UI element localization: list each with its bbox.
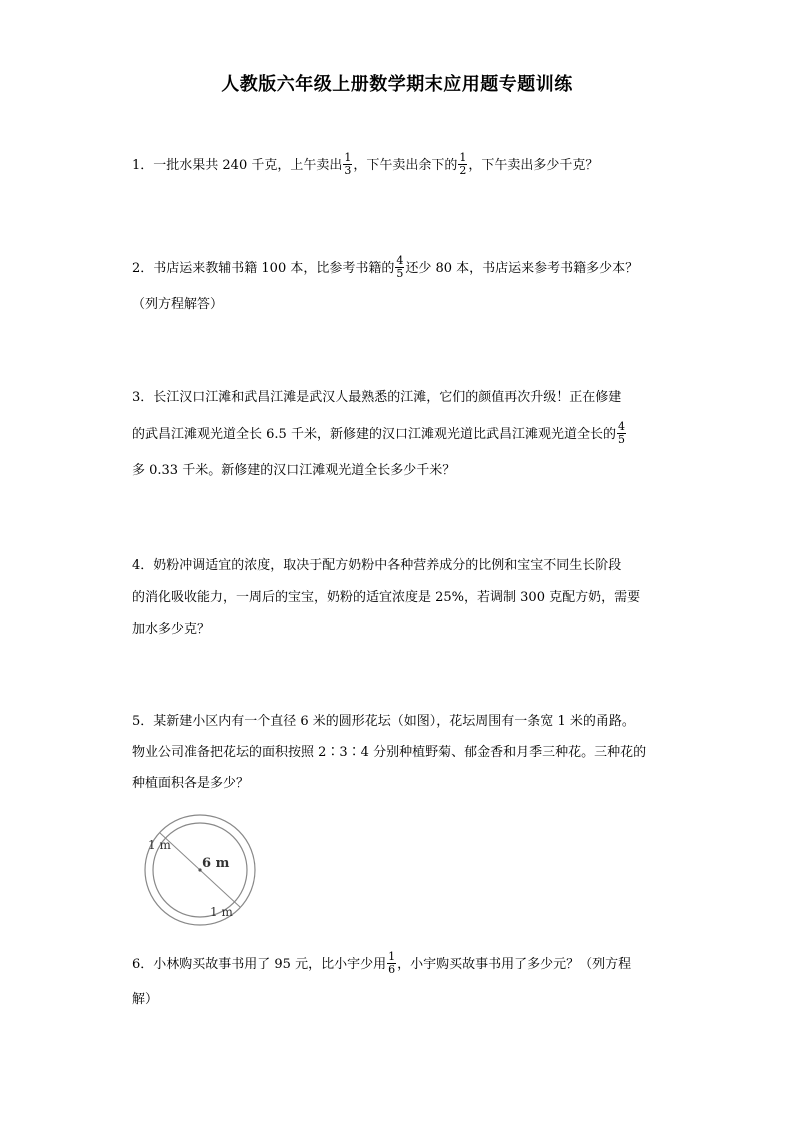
page-title: 人教版六年级上册数学期末应用题专题训练 — [221, 74, 573, 95]
question-2-line-2: （列方程解答） — [132, 297, 224, 312]
flowerbed-diagram — [140, 813, 260, 927]
q1-text-c: ，下午卖出多少千克？ — [468, 158, 599, 173]
label-path-width-bottom: 1 m — [210, 905, 233, 919]
q6-fraction-1: $\frac{1}{6}$ — [388, 950, 396, 976]
q1-text-a: 1．一批水果共 240 千克，上午卖出 — [132, 158, 343, 173]
question-6-line-2: 解） — [132, 992, 159, 1007]
question-4-line-2: 的消化吸收能力，一周后的宝宝，奶粉的适宜浓度是 25%，若调制 300 克配方奶，需要 — [132, 590, 641, 605]
question-5-line-3: 种植面积各是多少？ — [132, 776, 250, 791]
question-4-line-1: 4．奶粉冲调适宜的浓度，取决于配方奶粉中各种营养成分的比例和宝宝不同生长阶段 — [132, 558, 622, 573]
q1-text-b: ，下午卖出余下的 — [353, 158, 458, 173]
question-6-line-1 — [132, 952, 631, 978]
label-diameter: 6 m — [202, 856, 230, 871]
label-path-width-top: 1 m — [148, 838, 171, 852]
q6-text-a: 6．小林购买故事书用了 95 元，比小宇少用 — [132, 957, 387, 972]
question-4-line-3: 加水多少克？ — [132, 622, 211, 637]
question-3-line-1: 3．长江汉口江滩和武昌江滩是武汉人最熟悉的江滩，它们的颜值再次升级！正在修建 — [132, 390, 622, 405]
question-3-line-3: 多 0.33 千米。新修建的汉口江滩观光道全长多少千米？ — [132, 463, 456, 478]
q3-fraction-1: $\frac{4}{5}$ — [617, 420, 625, 446]
q3-text-a: 的武昌江滩观光道全长 6.5 千米，新修建的汉口江滩观光道比武昌江滩观光道全长的 — [132, 427, 616, 442]
question-3-line-2 — [132, 422, 627, 448]
question-2-line-1 — [132, 256, 638, 282]
question-5-line-2: 物业公司准备把花坛的面积按照 2∶3∶4 分别种植野菊、郁金香和月季三种花。三种花的 — [132, 745, 647, 760]
question-1 — [132, 153, 598, 179]
q1-fraction-2: $\frac{1}{2}$ — [459, 151, 467, 177]
q2-text-b: 还少 80 本，书店运来参考书籍多少本？ — [405, 261, 639, 276]
question-5-line-1: 5．某新建小区内有一个直径 6 米的圆形花坛（如图），花坛周围有一条宽 1 米的甬路。 — [132, 714, 635, 729]
q1-fraction-1: $\frac{1}{3}$ — [344, 151, 352, 177]
q2-fraction-1: $\frac{4}{5}$ — [396, 254, 404, 280]
q2-text-a: 2．书店运来教辅书籍 100 本，比参考书籍的 — [132, 261, 395, 276]
q6-text-b: ，小宇购买故事书用了多少元？（列方程 — [397, 957, 632, 972]
flowerbed-figure — [140, 813, 260, 927]
